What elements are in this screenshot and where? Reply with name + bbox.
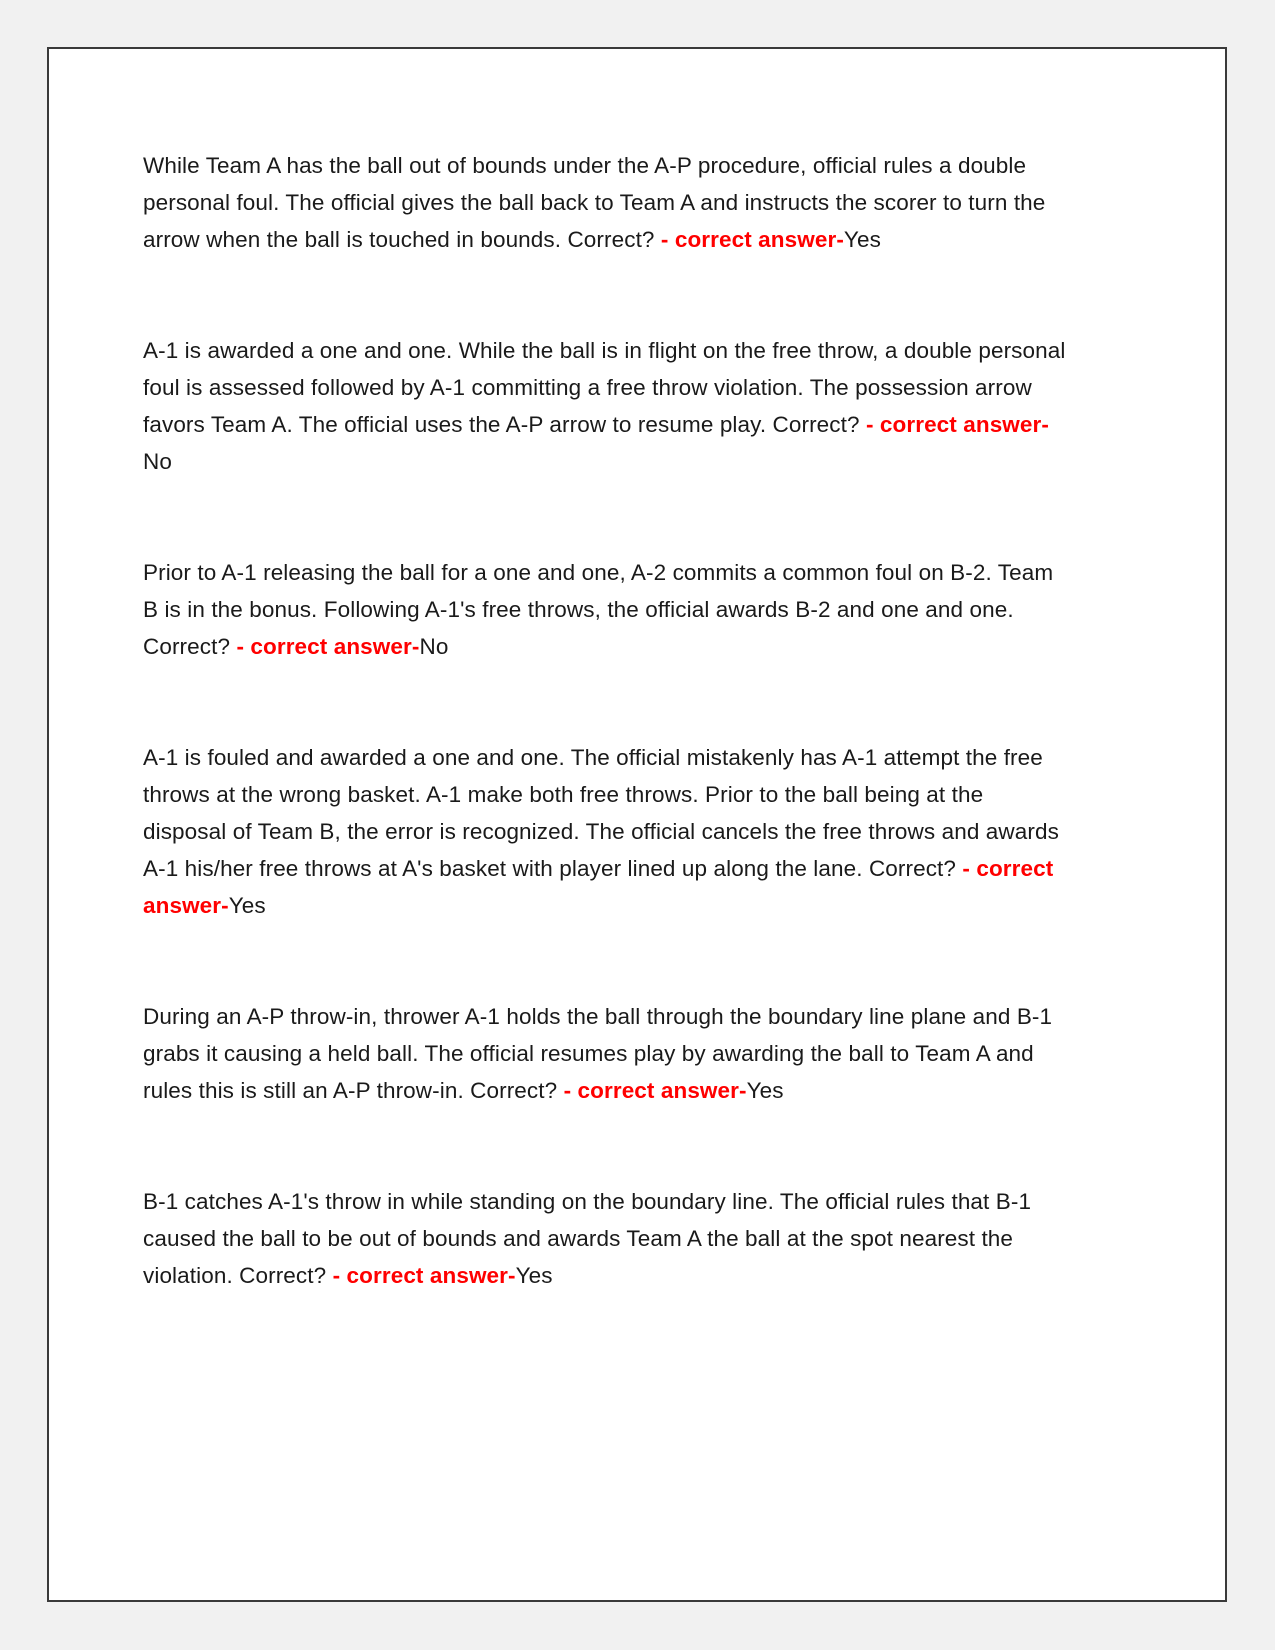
correct-answer-marker: - correct answer-	[236, 634, 420, 659]
answer-text: Yes	[515, 1263, 553, 1288]
correct-answer-marker: - correct answer-	[865, 412, 1049, 437]
question-block	[143, 998, 1067, 1109]
question-text: Prior to A-1 releasing the ball for a one and one, A-2 commits a common foul on B-2. Team B is in the bonus. Following A-1's free throws, the official awards B-2 and one and one. Correct?	[143, 560, 1054, 659]
answer-text: Yes	[746, 1078, 784, 1103]
question-block	[143, 332, 1067, 480]
answer-text: Yes	[228, 893, 266, 918]
question-block	[143, 147, 1067, 258]
answer-text: Yes	[843, 227, 881, 252]
document-page	[47, 47, 1227, 1602]
question-text: While Team A has the ball out of bounds under the A-P procedure, official rules a double personal foul. The official gives the ball back to Team A and instructs the scorer to turn the arrow when the ball is touched in bounds. Correct?	[143, 153, 1046, 252]
correct-answer-marker: - correct answer-	[143, 856, 1054, 918]
question-text: During an A-P throw-in, thrower A-1 holds the ball through the boundary line plane and B-1 grabs it causing a held ball. The official resumes play by awarding the ball to Team A and rules this is still an A-P throw-in. Correct?	[143, 1004, 1053, 1103]
question-text: A-1 is fouled and awarded a one and one. The official mistakenly has A-1 attempt the free throws at the wrong basket. A-1 make both free throws. Prior to the ball being at the disposal of Team B, the error is recognized. The official cancels the free throws and awards A-1 his/her free throws at A's basket with player lined up along the lane. Correct?	[143, 745, 1059, 881]
answer-text: No	[419, 634, 449, 659]
correct-answer-marker: - correct answer-	[332, 1263, 516, 1288]
answer-text: No	[143, 449, 172, 474]
question-block	[143, 554, 1067, 665]
page-content	[49, 49, 1225, 1354]
question-block	[143, 1183, 1067, 1294]
question-block	[143, 739, 1067, 924]
correct-answer-marker: - correct answer-	[563, 1078, 747, 1103]
question-text: A-1 is awarded a one and one. While the ball is in flight on the free throw, a double personal foul is assessed followed by A-1 committing a free throw violation. The possession arrow favors Team A. The official uses the A-P arrow to resume play. Correct?	[143, 338, 1066, 437]
correct-answer-marker: - correct answer-	[660, 227, 844, 252]
question-text: B-1 catches A-1's throw in while standing on the boundary line. The official rules that B-1 caused the ball to be out of bounds and awards Team A the ball at the spot nearest the violation. Correct?	[143, 1189, 1032, 1288]
